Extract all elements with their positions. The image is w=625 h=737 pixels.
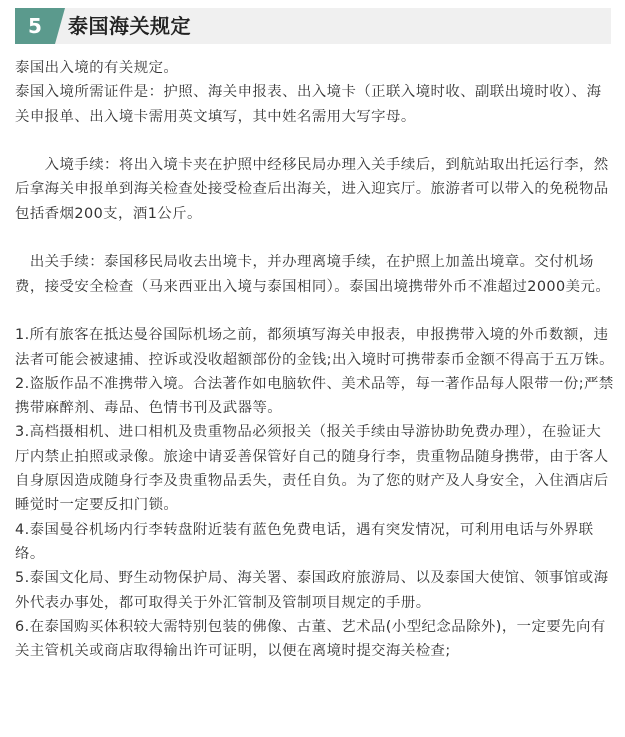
exit-procedure-paragraph: 出关手续：泰国移民局收去出境卡，并办理离境手续，在护照上加盖出境章。交付机场费，接受安全检查（马来西亚出入境与泰国相同）。泰国出境携带外币不准超过2000美元。: [15, 254, 611, 295]
spacer: [15, 226, 615, 250]
rule-item-6: 6.在泰国购买体积较大需特别包装的佛像、古董、艺术品(小型纪念品除外)，一定要先向有关主管机关或商店取得输出许可证明，以便在离境时提交海关检查;: [15, 618, 606, 660]
article-body: [15, 56, 615, 663]
section-header: [15, 8, 611, 44]
spacer: [15, 299, 615, 323]
entry-procedure-paragraph: 入境手续：将出入境卡夹在护照中经移民局办理入关手续后，到航站取出托运行李，然后拿海关申报单到海关检查处接受检查后出海关，进入迎宾厅。旅游者可以带入的免税物品包括香烟200支，酒1公斤。: [15, 157, 609, 222]
entry-documents-paragraph: 泰国入境所需证件是：护照、海关申报表、出入境卡（正联入境时收、副联出境时收）、海关申报单、出入境卡需用英文填写，其中姓名需用大写字母。: [15, 84, 602, 125]
spacer: [15, 129, 615, 153]
rule-item-3: 3.高档摄相机、进口相机及贵重物品必须报关（报关手续由导游协助免费办理），在验证大厅内禁止拍照或录像。旅途中请妥善保管好自己的随身行李，贵重物品随身携带，由于客人自身原因造成随身行李及贵重物品丢失，责任自负。为了您的财产及人身安全，入住酒店后睡觉时一定要反扣门锁。: [15, 424, 609, 514]
rule-item-4: 4.泰国曼谷机场内行李转盘附近装有蓝色免费电话，遇有突发情况，可利用电话与外界联络。: [15, 521, 594, 562]
rule-item-1: 1.所有旅客在抵达曼谷国际机场之前，都须填写海关申报表，申报携带入境的外币数额，违法者可能会被逮捕、控诉或没收超额部份的金钱;出入境时可携带泰币金额不得高于五万铢。: [15, 327, 614, 368]
section-title: 泰国海关规定: [68, 14, 191, 38]
section-number: 5: [28, 14, 42, 38]
intro-line: 泰国出入境的有关规定。: [15, 60, 179, 76]
rule-item-2: 2.盗版作品不准携带入境。合法著作如电脑软件、美术品等，每一著作品每人限带一份;严禁携带麻醉剂、毒品、色情书刊及武器等。: [15, 375, 614, 417]
rule-item-5: 5.泰国文化局、野生动物保护局、海关署、泰国政府旅游局、以及泰国大使馆、领事馆或海外代表办事处，都可取得关于外汇管制及管制项目规定的手册。: [15, 570, 609, 611]
